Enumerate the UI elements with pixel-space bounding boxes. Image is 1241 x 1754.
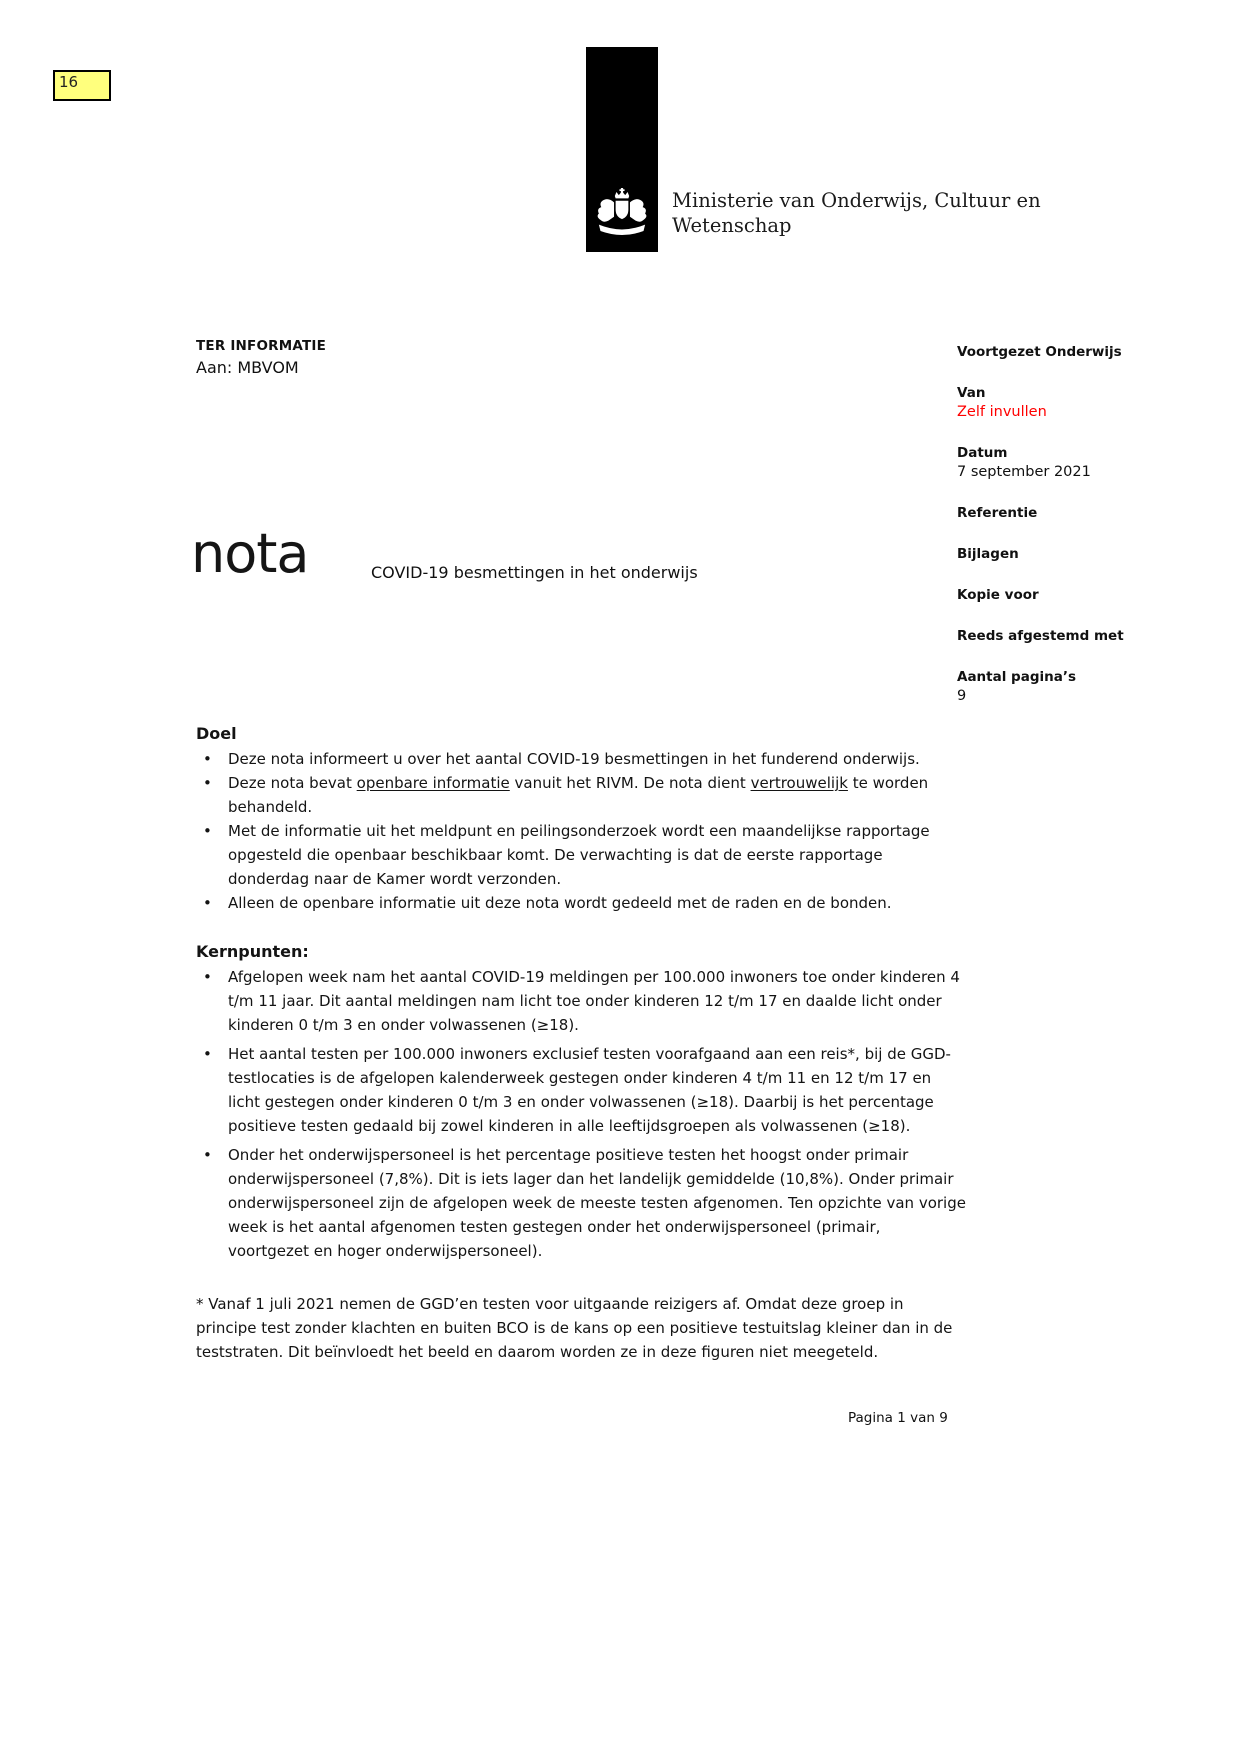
ministry-name-line2: Wetenschap — [672, 214, 792, 237]
meta-field-label: Kopie voor — [957, 587, 1039, 603]
meta-field — [957, 546, 1207, 563]
page-marker-value: 16 — [59, 73, 79, 91]
document-title: COVID-19 besmettingen in het onderwijs — [371, 563, 698, 582]
classification-label: TER INFORMATIE — [196, 338, 327, 354]
classification-block — [196, 338, 326, 377]
meta-field-label: Van — [957, 385, 986, 401]
meta-field — [957, 445, 1207, 481]
meta-field-label: Datum — [957, 445, 1008, 461]
document-type-label: nota — [191, 522, 309, 585]
section-heading: Doel — [196, 724, 237, 743]
section-doel — [196, 722, 966, 915]
meta-field — [957, 344, 1207, 361]
meta-field — [957, 385, 1207, 421]
meta-field-label: Bijlagen — [957, 546, 1019, 562]
meta-field-label: Reeds afgestemd met — [957, 628, 1124, 644]
bullet-item: • Het aantal testen per 100.000 inwoners exclusief testen voorafgaand aan een reis*, bij de GGD-testlocaties is de afgelopen kalenderweek gestegen onder kinderen 4 t/m 11 en 12 t/m 17 en licht gestegen onder kinderen 0 t/m 3 en onder volwassenen (≥18). Daarbij is het percentage positieve testen gedaald bij zowel kinderen in alle leeftijdsgroepen als volwassenen (≥18). — [196, 1042, 966, 1138]
meta-field — [957, 669, 1207, 705]
page-number-indicator: Pagina 1 van 9 — [848, 1410, 948, 1426]
ministry-name — [672, 188, 1041, 238]
meta-field-value: 9 — [957, 688, 967, 704]
section-heading: Kernpunten: — [196, 942, 309, 961]
bullet-list — [196, 965, 966, 1263]
meta-field — [957, 505, 1207, 522]
bullet-item: • Afgelopen week nam het aantal COVID-19 meldingen per 100.000 inwoners toe onder kinderen 4 t/m 11 jaar. Dit aantal meldingen nam licht toe onder kinderen 12 t/m 17 en daalde licht onder kinderen 0 t/m 3 en onder volwassenen (≥18). — [196, 965, 966, 1037]
bullet-item: • Onder het onderwijspersoneel is het percentage positieve testen het hoogst onder primair onderwijspersoneel (7,8%). Dit is iets lager dan het landelijk gemiddelde (10,8%). Onder primair onderwijspersoneel zijn de afgelopen week de meeste testen afgenomen. Ten opzichte van vorige week is het aantal afgenomen testen gestegen onder het onderwijspersoneel (primair, voortgezet en hoger onderwijspersoneel). — [196, 1143, 966, 1263]
section-kernpunten — [196, 940, 966, 1263]
bullet-item: • Met de informatie uit het meldpunt en peilingsonderzoek wordt een maandelijkse rapportage opgesteld die openbaar beschikbaar komt. De verwachting is dat de eerste rapportage donderdag naar de Kamer wordt verzonden. — [196, 819, 966, 891]
meta-field-value: Zelf invullen — [957, 404, 1047, 420]
meta-field-label: Referentie — [957, 505, 1038, 521]
document-body — [196, 722, 966, 1364]
meta-field-label: Voortgezet Onderwijs — [957, 344, 1122, 360]
meta-panel — [957, 344, 1207, 729]
logo-bar — [586, 47, 658, 252]
bullet-item: • Deze nota bevat openbare informatie vanuit het RIVM. De nota dient vertrouwelijk te worden behandeld. — [196, 771, 966, 819]
page-marker-box — [53, 70, 111, 101]
meta-field — [957, 587, 1207, 604]
meta-field-label: Aantal pagina’s — [957, 669, 1077, 685]
footnote: * Vanaf 1 juli 2021 nemen de GGD’en testen voor uitgaande reizigers af. Omdat deze groep in principe test zonder klachten en buiten BCO is de kans op een positieve testuitslag kleiner dan in de teststraten. Dit beïnvloedt het beeld en daarom worden ze in deze figuren niet meegeteld. — [196, 1295, 953, 1361]
bullet-item: • Deze nota informeert u over het aantal COVID-19 besmettingen in het funderend onderwijs. — [196, 747, 966, 771]
coat-of-arms-icon — [594, 188, 650, 239]
ministry-name-line1: Ministerie van Onderwijs, Cultuur en — [672, 189, 1041, 212]
bullet-item: • Alleen de openbare informatie uit deze nota wordt gedeeld met de raden en de bonden. — [196, 891, 966, 915]
addressee-line: Aan: MBVOM — [196, 358, 299, 377]
bullet-list — [196, 747, 966, 915]
meta-field-value: 7 september 2021 — [957, 464, 1091, 480]
meta-field — [957, 628, 1207, 645]
